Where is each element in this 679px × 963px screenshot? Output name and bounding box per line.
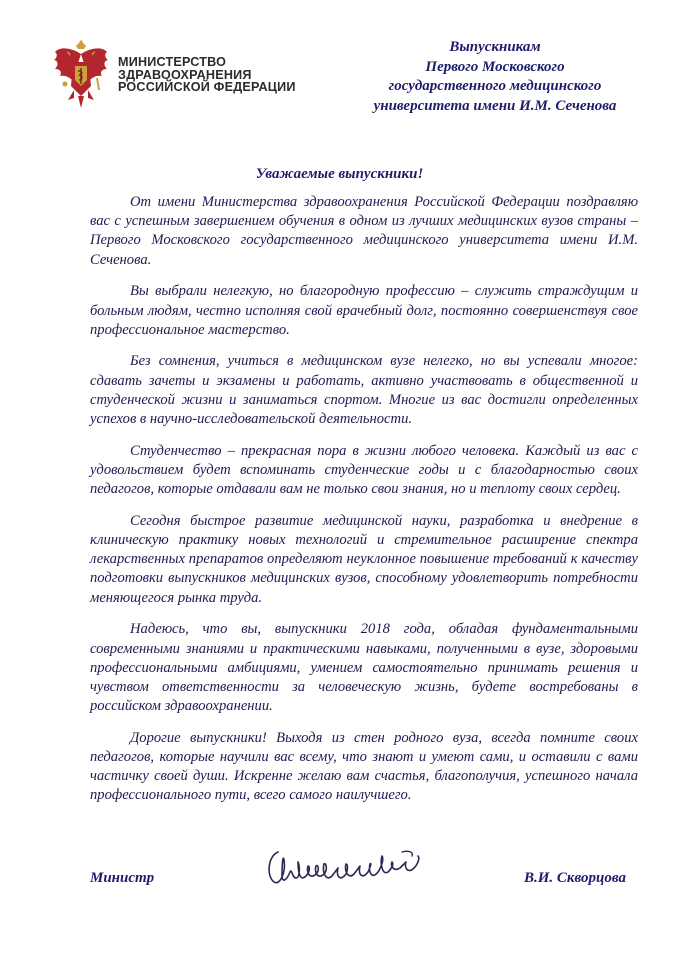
addressee-line: Выпускникам: [449, 39, 541, 55]
addressee-line: государственного медицинского: [388, 78, 602, 94]
ministry-line: МИНИСТЕРСТВО: [118, 55, 227, 69]
ministry-emblem-icon: [52, 40, 110, 110]
letter-paragraph: Вы выбрали нелегкую, но благородную профессию – служить страждущим и больным людям, честно исполняя свой врачебный долг, постоянно совершенствуя свое профессиональное мастерство.: [90, 283, 638, 338]
letter-paragraph: От имени Министерства здравоохранения Российской Федерации поздравляю вас с успешным завершением обучения в одном из лучших медицинских вузов страны – Первого Московского государственного медицинского университета имени И.М. Сеченова.: [90, 194, 638, 268]
minister-title: Министр: [90, 870, 155, 886]
letter-greeting: Уважаемые выпускники!: [255, 166, 424, 182]
letter-paragraph: Без сомнения, учиться в медицинском вузе нелегко, но вы успевали многое: сдавать зачеты и экзамены и работать, активно участвовать в общественной и студенческой жизни и заниматься спортом. Многие из вас достигли определенных успехов в научно-исследовательской деятельности.: [90, 353, 638, 428]
addressee-line: Первого Московского: [425, 58, 565, 75]
letter-paragraph: Студенчество – прекрасная пора в жизни любого человека. Каждый из вас с удовольствием будет вспоминать студенческие годы и с благодарностью своих педагогов, которые отдавали вам не только свои знания, но и теплоту своих сердец.: [90, 442, 638, 498]
addressee-block: [350, 38, 640, 116]
ministry-line: РОССИЙСКОЙ ФЕДЕРАЦИИ: [118, 80, 296, 94]
letter-paragraph: Надеюсь, что вы, выпускники 2018 года, обладая фундаментальными современными знаниями и практическими навыками, полученными в вузе, здоровыми профессиональными амбициями, умением самостоятельно принимать решения и чувством ответственности за человеческую жизнь, будете востребованы в российском здравоохранении.: [90, 621, 638, 715]
ministry-line: ЗДРАВООХРАНЕНИЯ: [118, 67, 252, 82]
letter-paragraph: Сегодня быстрое развитие медицинской науки, разработка и внедрение в клиническую практику новых технологий и стремительное расширение спектра лекарственных препаратов определяют неуклонное повышение требований к качеству подготовки выпускников медицинских вузов, способному удовлетворить потребности меняющегося рынка труда.: [90, 512, 638, 606]
letter-body: [90, 193, 638, 818]
signature-image: [262, 842, 442, 894]
ministry-name: [118, 56, 296, 94]
addressee-line: университета имени И.М. Сеченова: [373, 97, 617, 114]
letter-paragraph: Дорогие выпускники! Выходя из стен родного вуза, всегда помните своих педагогов, которые научили вас всему, что знают и умеют сами, и оставили с вами частичку своей души. Искренне желаю вам счастья, благополучия, успешного начала профессионального пути, всего самого наилучшего.: [90, 729, 638, 804]
minister-name: В.И. Скворцова: [524, 870, 626, 886]
